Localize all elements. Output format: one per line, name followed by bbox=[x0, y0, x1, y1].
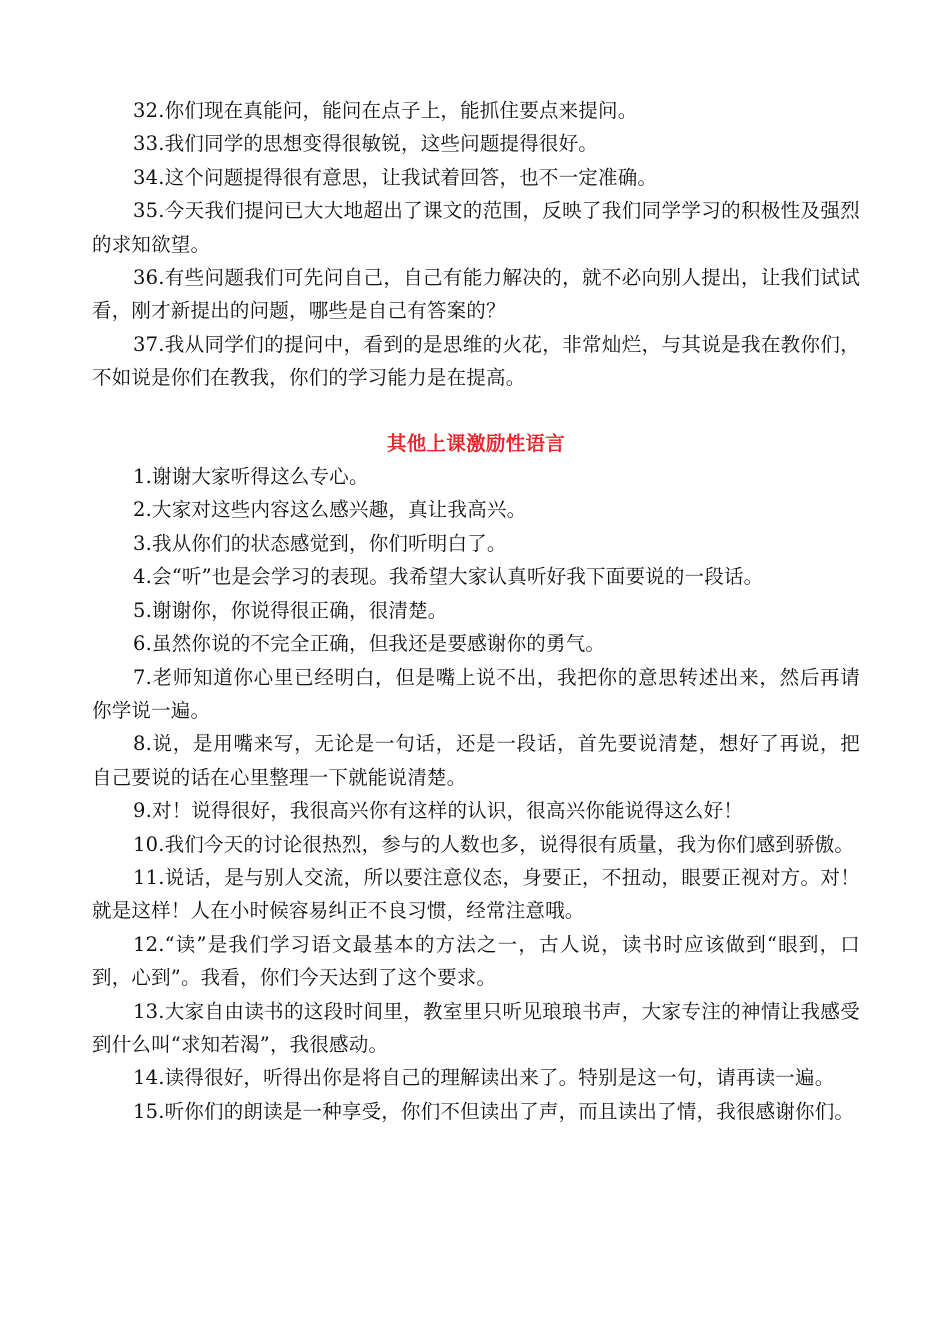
section-title: 其他上课激励性语言 bbox=[386, 431, 566, 455]
list-item: 10.我们今天的讨论很热烈，参与的人数也多，说得很有质量，我为你们感到骄傲。 bbox=[133, 832, 855, 856]
list-item: 33.我们同学的思想变得很敏锐，这些问题提得很好。 bbox=[133, 132, 599, 156]
list-item: 34.这个问题提得很有意思，让我试着回答，也不一定准确。 bbox=[133, 165, 658, 189]
list-item: 14.读得很好，听得出你是将自己的理解读出来了。特别是这一句，请再读一遍。 bbox=[133, 1066, 835, 1090]
list-item: 13.大家自由读书的这段时间里，教室里只听见琅琅书声，大家专注的神情让我感受到什么叫“求知若渴”，我很感动。 bbox=[92, 999, 860, 1056]
list-item: 1.谢谢大家听得这么专心。 bbox=[133, 465, 369, 489]
list-item: 35.今天我们提问已大大地超出了课文的范围，反映了我们同学学习的积极性及强烈的求知欲望。 bbox=[92, 199, 860, 256]
list-item: 37.我从同学们的提问中，看到的是思维的火花，非常灿烂，与其说是我在教你们，不如说是你们在教我，你们的学习能力是在提高。 bbox=[92, 332, 860, 390]
document-page bbox=[92, 94, 860, 1128]
list-item: 11.说话，是与别人交流，所以要注意仪态，身要正，不扭动，眼要正视对方。对！就是这样！人在小时候容易纠正不良习惯，经常注意哦。 bbox=[92, 865, 860, 923]
list-item: 8.说，是用嘴来写，无论是一句话，还是一段话，首先要说清楚，想好了再说，把自己要说的话在心里整理一下就能说清楚。 bbox=[92, 732, 860, 789]
list-item: 7.老师知道你心里已经明白，但是嘴上说不出，我把你的意思转述出来，然后再请你学说一遍。 bbox=[92, 665, 860, 722]
list-item: 4.会“听”也是会学习的表现。我希望大家认真听好我下面要说的一段话。 bbox=[133, 565, 764, 589]
list-item: 9.对！说得很好，我很高兴你有这样的认识，很高兴你能说得这么好！ bbox=[133, 799, 744, 823]
section-encouragement bbox=[92, 427, 860, 1129]
list-item: 15.听你们的朗读是一种享受，你们不但读出了声，而且读出了情，我很感谢你们。 bbox=[133, 1099, 855, 1123]
list-item: 5.谢谢你，你说得很正确，很清楚。 bbox=[133, 598, 448, 622]
list-item: 3.我从你们的状态感觉到，你们听明白了。 bbox=[133, 531, 507, 555]
section-questions bbox=[92, 94, 860, 395]
section-gap bbox=[92, 395, 860, 427]
list-item: 32.你们现在真能问，能问在点子上，能抓住要点来提问。 bbox=[133, 99, 638, 122]
list-item: 12.“读”是我们学习语文最基本的方法之一，古人说，读书时应该做到“眼到，口到，心到”。我看，你们今天达到了这个要求。 bbox=[92, 932, 860, 990]
list-item: 36.有些问题我们可先问自己，自己有能力解决的，就不必向别人提出，让我们试试看，刚才新提出的问题，哪些是自己有答案的？ bbox=[92, 266, 860, 323]
list-item: 6.虽然你说的不完全正确，但我还是要感谢你的勇气。 bbox=[133, 632, 606, 656]
list-item: 2.大家对这些内容这么感兴趣，真让我高兴。 bbox=[133, 498, 527, 522]
